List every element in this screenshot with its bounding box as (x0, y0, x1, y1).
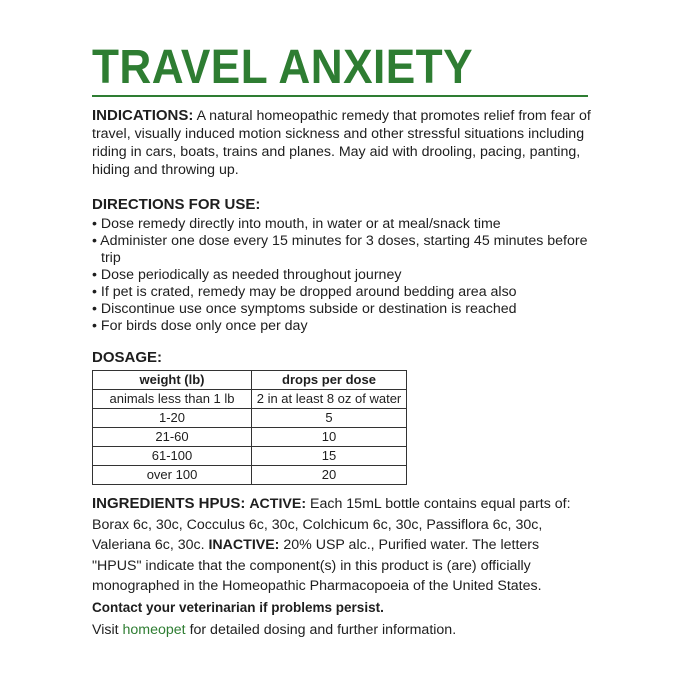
ingredients-section (92, 494, 592, 597)
dosage-heading: DOSAGE: (92, 349, 163, 366)
indications-text: A natural homeopathic remedy that promotes relief from fear of travel, visually induced motion sickness and other stressful situations including riding in cars, boats, trains and planes. May aid with drooling, pacing, panting, hiding and throwing up. (92, 108, 591, 178)
list-item: • For birds dose only once per day (92, 318, 592, 335)
table-header-row (93, 371, 407, 390)
visit-line (92, 621, 592, 639)
weight-cell: animals less than 1 lb (93, 390, 252, 409)
drops-cell: 5 (252, 409, 407, 428)
weight-cell: 21-60 (93, 428, 252, 447)
visit-prefix: Visit (92, 622, 119, 638)
ingredients-label: INGREDIENTS HPUS: (92, 495, 246, 512)
list-item: • Administer one dose every 15 minutes for 3 doses, starting 45 minutes before trip (92, 233, 592, 267)
column-header-weight: weight (lb) (93, 371, 252, 390)
page-title: TRAVEL ANXIETY (92, 41, 474, 94)
list-item: • Discontinue use once symptoms subside or destination is reached (92, 301, 592, 318)
list-item: • Dose periodically as needed throughout journey (92, 267, 592, 284)
list-item: • Dose remedy directly into mouth, in water or at meal/snack time (92, 216, 592, 233)
dosage-table (92, 370, 407, 485)
visit-suffix: for detailed dosing and further information. (189, 622, 457, 638)
directions-heading: DIRECTIONS FOR USE: (92, 196, 261, 213)
table-row (93, 466, 407, 485)
weight-cell: 61-100 (93, 447, 252, 466)
weight-cell: 1-20 (93, 409, 252, 428)
contact-note: Contact your veterinarian if problems persist. (92, 600, 384, 615)
list-item: • If pet is crated, remedy may be dropped around bedding area also (92, 284, 592, 301)
weight-cell: over 100 (93, 466, 252, 485)
inactive-text: 20% USP alc., Purified water. The letters "HPUS" indicate that the component(s) in this product is (are) officially monographed in the Homeopathic Pharmacopoeia of the United States. (92, 537, 542, 594)
directions-list (92, 216, 592, 335)
table-row (93, 390, 407, 409)
drops-cell: 20 (252, 466, 407, 485)
drops-cell: 15 (252, 447, 407, 466)
table-row (93, 447, 407, 466)
active-text: Each 15mL bottle contains equal parts of: Borax 6c, 30c, Cocculus 6c, 30c, Colchicum 6c, 30c, Passiflora 6c, 30c, Valeriana 6c, 30c. (92, 496, 571, 553)
drops-cell: 2 in at least 8 oz of water (252, 390, 407, 409)
title-divider (92, 95, 588, 97)
active-label: ACTIVE: (249, 496, 307, 512)
indications-section (92, 107, 592, 179)
table-row (93, 409, 407, 428)
homeopet-link[interactable]: homeopet (122, 622, 186, 638)
column-header-drops: drops per dose (252, 371, 407, 390)
indications-label: INDICATIONS: (92, 107, 194, 124)
table-row (93, 428, 407, 447)
drops-cell: 10 (252, 428, 407, 447)
inactive-label: INACTIVE: (208, 537, 280, 553)
